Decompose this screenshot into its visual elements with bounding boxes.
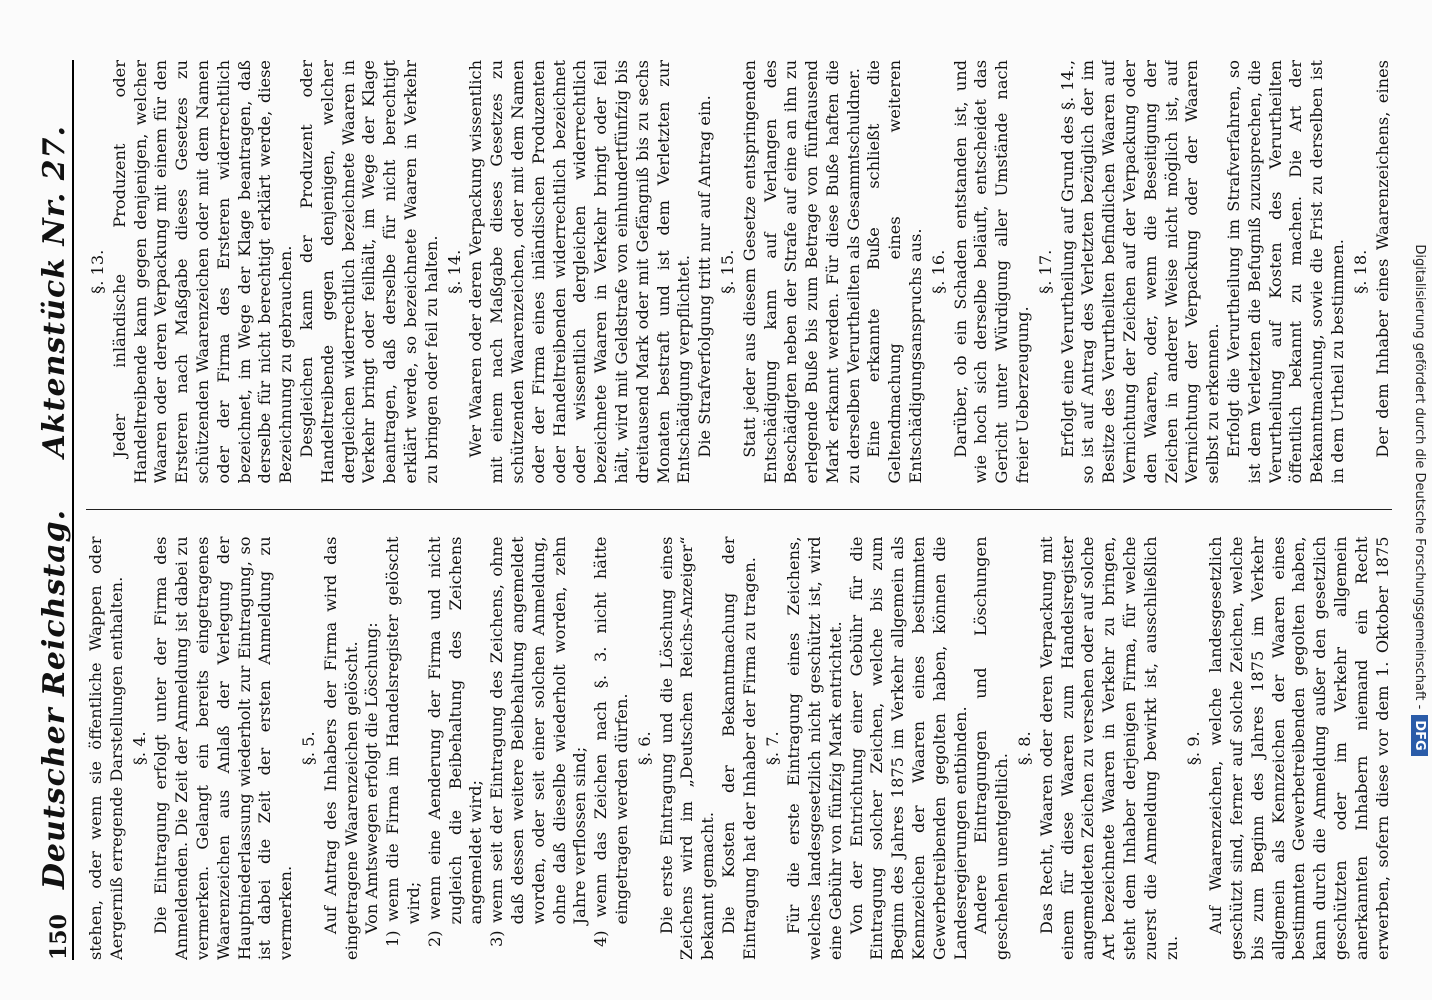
list-item: 4) wenn das Zeichen nach §. 3. nicht hätte eingetragen werden dürfen.	[591, 536, 631, 948]
dfg-logo: DFG	[1412, 715, 1429, 755]
left-column	[86, 537, 1392, 961]
text-columns	[86, 60, 1392, 960]
section-heading: §. 18.	[1350, 249, 1370, 294]
paragraph: Jeder inländische Produzent oder Handeltreibende kann gegen denjenigen, welcher Waaren oder deren Verpackung mit einem für den Ersteren nach Maßgabe dieses Gesetzes zu schützenden Waarenzeichen oder mit dem Namen oder der Firma des Ersteren widerrechtlich bezeichnet, im Wege der Klage beantragen, daß derselbe für nicht berechtigt erklärt werde, diese Bezeichnung zu gebrauchen.	[109, 60, 296, 484]
page-number: 150	[46, 914, 72, 960]
paragraph: Der dem Inhaber eines Waarenzeichens, eines	[1372, 60, 1392, 458]
running-title	[37, 125, 72, 889]
header-title: Deutscher Reichstag.	[37, 508, 72, 890]
right-column	[86, 60, 1392, 484]
paragraph: Auf Waarenzeichen, welche landesgesetzlich geschützt sind, ferner auf solche Zeichen, welche bis zum Beginn des Jahres 1875 im Verkehr allgemein als Kennzeichen der Waaren eines bestimmten Gewerbetreibenden gegolten haben, kann durch die Anmeldung außer den gesetzlich geschützten oder im Verkehr allgemein anerkannten Inhabern niemand ein Recht erwerben, sofern diese vor dem 1. Oktober 1875	[1206, 536, 1392, 960]
paragraph: Statt jeder aus diesem Gesetze entspringenden Entschädigung kann auf Verlangen des Beschädigten neben der Strafe auf eine an ihn zu erlegende Buße bis zum Betrage von fünftausend Mark erkannt werden. Für diese Buße haften die zu derselben Verurtheilten als Gesammtschuldner.	[739, 60, 863, 484]
section-heading: §. 7.	[762, 731, 782, 766]
paragraph: Die Kosten der Bekanntmachung der Eintragung hat der Inhaber der Firma zu tragen.	[718, 536, 759, 960]
section-heading: §. 14.	[444, 249, 464, 294]
paragraph: stehen, oder wenn sie öffentliche Wappen oder Aergerniß erregende Darstellungen enthalten.	[86, 536, 126, 960]
paragraph: Andere Eintragungen und Löschungen geschehen unentgeltlich.	[971, 536, 1012, 960]
header-document: Aktenstück Nr. 27.	[37, 125, 72, 458]
section-heading: §. 4.	[129, 731, 149, 766]
digitization-footer	[1408, 0, 1432, 1000]
list-item: 1) wenn die Firma im Handelsregister gelöscht wird;	[383, 536, 423, 948]
paragraph: Auf Antrag des Inhabers der Firma wird das eingetragene Waarenzeichen gelöscht.	[320, 536, 361, 960]
digitization-note: Digitalisierung gefördert durch die Deutsche Forschungsgemeinschaft -	[1412, 244, 1428, 710]
section-heading: §. 6.	[634, 731, 654, 766]
column-divider	[86, 510, 1392, 511]
paragraph: Das Recht, Waaren oder deren Verpackung mit einem für diese Waaren zum Handelsregister angemeldeten Zeichen zu versehen oder auf solche Art bezeichnete Waaren in Verkehr zu bringen, steht dem Inhaber derjenigen Firma, für welche zuerst die Anmeldung bewirkt ist, ausschließlich zu.	[1036, 536, 1181, 960]
section-heading: §. 5.	[298, 731, 318, 766]
section-heading: §. 9.	[1184, 731, 1204, 766]
section-heading: §. 17.	[1035, 249, 1055, 294]
paragraph: Die Eintragung erfolgt unter der Firma des Anmeldenden. Die Zeit der Anmeldung ist dabei zu vermerken. Gelangt ein bereits eingetragenes Waarenzeichen aus Anlaß der Verlegung der Hauptniederlassung wiederholt zur Eintragung, so ist dabei die Zeit der ersten Anmeldung zu vermerken.	[151, 536, 296, 960]
paragraph: Erfolgt eine Verurtheilung auf Grund des §. 14., so ist auf Antrag des Verletzten bezüglich der im Besitze des Verurtheilten befindlichen Waaren auf Vernichtung der Zeichen auf der Verpackung oder den Waaren, oder, wenn die Beseitigung der Zeichen in anderer Weise nicht möglich ist, auf Vernichtung der Verpackung oder der Waaren selbst zu erkennen.	[1057, 60, 1223, 484]
paragraph: Erfolgt die Verurtheilung im Strafverfahren, so ist dem Verletzten die Befugniß zuzusprechen, die Verurtheilung auf Kosten des Verurtheilten öffentlich bekannt zu machen. Die Art der Bekanntmachung, sowie die Frist zu derselben ist in dem Urtheil zu bestimmen.	[1224, 60, 1348, 484]
section-heading: §. 15.	[717, 249, 737, 294]
page-header	[28, 60, 74, 960]
list-item: 2) wenn eine Aenderung der Firma und nicht zugleich die Beibehaltung des Zeichens angemeldet wird;	[424, 536, 486, 948]
paragraph: Von Amtswegen erfolgt die Löschung:	[362, 622, 382, 935]
paragraph: Von der Entrichtung einer Gebühr für die Eintragung solcher Zeichen, welche bis zum Beginn des Jahres 1875 im Verkehr allgemein als Kennzeichen der Waaren eines bestimmten Gewerbetreibenden gegolten haben, können die Landesregierungen entbinden.	[846, 536, 970, 960]
paragraph: Die erste Eintragung und die Löschung eines Zeichens wird im „Deutschen Reichs-Anzeiger“ bekannt gemacht.	[656, 536, 718, 960]
paragraph: Desgleichen kann der Produzent oder Handeltreibende gegen denjenigen, welcher dergleichen widerrechtlich bezeichnete Waaren in Verkehr bringt oder feilhält, im Wege der Klage beantragen, daß derselbe für nicht berechtigt erklärt werde, so bezeichnete Waaren in Verkehr zu bringen oder feil zu halten.	[296, 60, 441, 484]
section-heading: §. 16.	[928, 249, 948, 294]
paragraph: Wer Waaren oder deren Verpackung wissentlich mit einem nach Maßgabe dieses Gesetzes zu schützenden Waarenzeichen, oder mit dem Namen oder der Firma eines inländischen Produzenten oder Handeltreibenden widerrechtlich bezeichnet oder wissentlich dergleichen widerrechtlich bezeichnete Waaren in Verkehr bringt oder feil hält, wird mit Geldstrafe von einhundertfünfzig bis dreitausend Mark oder mit Gefängniß bis zu sechs Monaten bestraft und ist dem Verletzten zur Entschädigung verpflichtet.	[466, 60, 694, 484]
paragraph: Die Strafverfolgung tritt nur auf Antrag ein.	[695, 95, 715, 458]
section-heading: §. 13.	[88, 249, 107, 294]
paragraph: Eine erkannte Buße schließt die Geltendmachung eines weiteren Entschädigungsanspruchs aus.	[864, 60, 926, 484]
list-item: 3) wenn seit der Eintragung des Zeichens, ohne daß dessen weitere Beibehaltung angemeldet worden, oder seit einer solchen Anmeldung, ohne daß dieselbe wiederholt worden, zehn Jahre verflossen sind;	[487, 536, 590, 948]
section-heading: §. 8.	[1015, 731, 1035, 766]
paragraph: Darüber, ob ein Schaden entstanden ist, und wie hoch sich derselbe beläuft, entscheidet das Gericht unter Würdigung aller Umstände nach freier Ueberzeugung.	[950, 60, 1033, 484]
paragraph: Für die erste Eintragung eines Zeichens, welches landesgesetzlich nicht geschützt ist, wird eine Gebühr von fünfzig Mark entrichtet.	[784, 536, 845, 960]
